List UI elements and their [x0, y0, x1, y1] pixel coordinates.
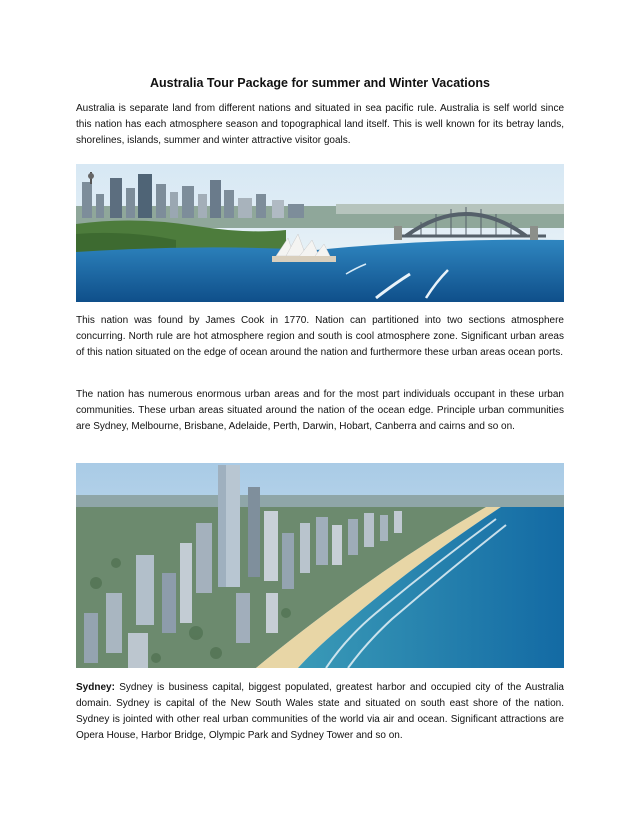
cities-paragraph: The nation has numerous enormous urban areas and for the most part individuals occupant in these urban communities. These urban areas situated around the nation of the ocean edge. Principle urban communities are Sydney, Melbourne, Brisbane, Adelaide, Perth, Darwin, Hobart, Canberra and cairns and so on. — [76, 389, 564, 432]
document-title: Australia Tour Package for summer and Winter Vacations — [149, 76, 491, 90]
sydney-text: Sydney is business capital, biggest populated, greatest harbor and occupied city of the Australia domain. Sydney is capital of the New South Wales state and situated on south east shore of the nation. Sydney is jointed with other real urban communities of the world via air and ocean. Significant attractions are Opera House, Harbor Bridge, Olympic Park and Sydney Tower and so on. — [76, 682, 564, 741]
gold-coast-photo — [76, 463, 564, 668]
sydney-paragraph — [76, 680, 564, 744]
sydney-harbour-photo — [76, 164, 564, 302]
intro-paragraph: Australia is separate land from different nations and situated in sea pacific rule. Australia is self world since this nation has each atmosphere season and topographical land itself. This is well known for its betray lands, shorelines, islands, summer and winter attractive visitor goals. — [76, 103, 564, 146]
history-paragraph: This nation was found by James Cook in 1770. Nation can partitioned into two sections atmosphere concurring. North rule are hot atmosphere region and south is cool atmosphere zone. Significant urban areas of this nation situated on the edge of ocean around the nation and furthermore these urban areas ocean ports. — [76, 315, 564, 358]
sydney-label: Sydney: — [76, 682, 115, 693]
